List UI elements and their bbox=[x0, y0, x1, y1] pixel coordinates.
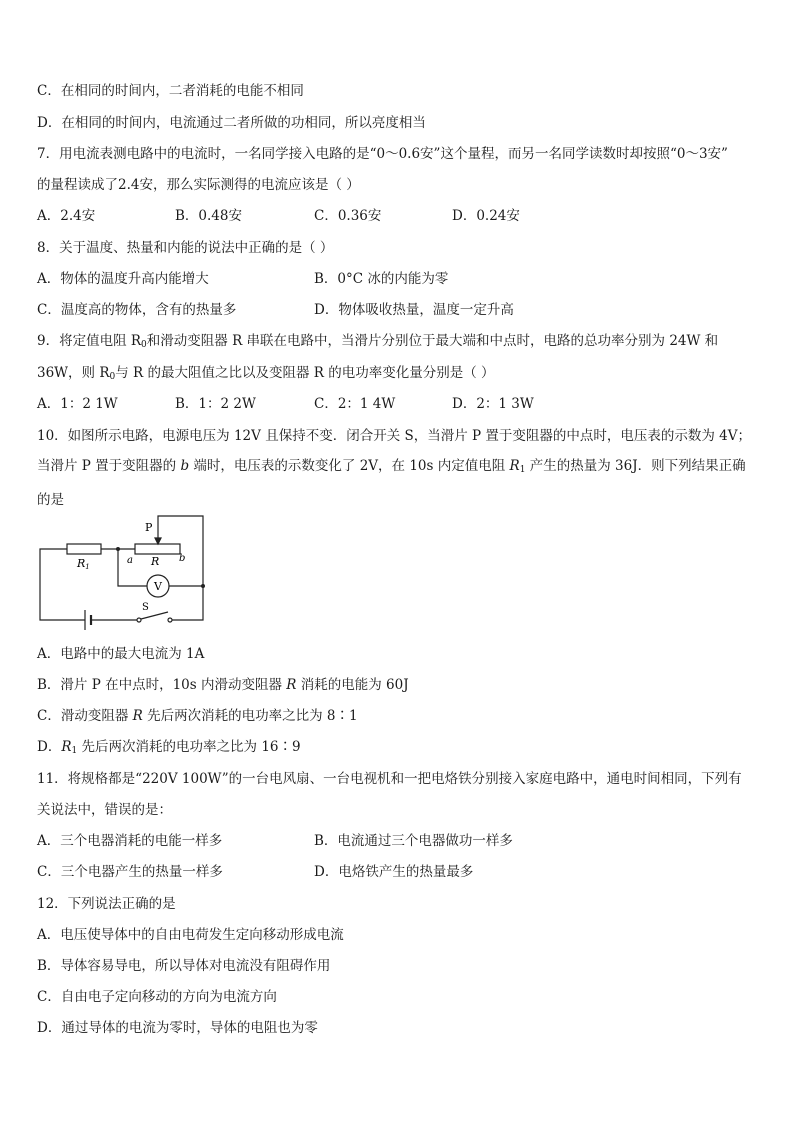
q8-option-b: B．0°C 冰的内能为零 bbox=[314, 271, 449, 287]
circuit-diagram bbox=[37, 512, 212, 637]
switch-right-contact bbox=[168, 618, 172, 622]
q7-option-a: A．2.4安 bbox=[37, 208, 96, 224]
q9-option-c: C．2：1 4W bbox=[314, 396, 396, 412]
q8-option-d: D．物体吸收热量，温度一定升高 bbox=[314, 302, 514, 318]
q10-option-d: D．$R_1$ 先后两次消耗的电功率之比为 16∶9 bbox=[37, 739, 301, 756]
q11-option-c: C．三个电器产生的热量一样多 bbox=[37, 864, 223, 880]
junction-right bbox=[201, 584, 205, 588]
label-v: V bbox=[154, 580, 162, 593]
q9-option-b: B．1：2 2W bbox=[175, 396, 256, 412]
q10-option-c: C．滑动变阻器 R 先后两次消耗的电功率之比为 8∶1 bbox=[37, 708, 358, 724]
q11-option-d: D．电烙铁产生的热量最多 bbox=[314, 864, 474, 880]
q11-stem-line2: 关说法中，错误的是： bbox=[37, 802, 172, 818]
q11-option-b: B．电流通过三个电器做功一样多 bbox=[314, 833, 513, 849]
resistor-r1 bbox=[67, 544, 101, 554]
q7-option-d: D．0.24安 bbox=[452, 208, 520, 224]
q8-option-a: A．物体的温度升高内能增大 bbox=[37, 271, 209, 287]
q7-stem-line2: 的量程读成了2.4安，那么实际测得的电流应该是（ ） bbox=[37, 177, 360, 193]
q12-option-c: C．自由电子定向移动的方向为电流方向 bbox=[37, 989, 277, 1005]
q8-stem: 8．关于温度、热量和内能的说法中正确的是（ ） bbox=[37, 240, 334, 256]
switch-blade bbox=[141, 612, 168, 619]
label-p: P bbox=[145, 521, 153, 534]
label-r: R bbox=[151, 555, 160, 568]
q12-option-d: D．通过导体的电流为零时，导体的电阻也为零 bbox=[37, 1020, 318, 1036]
q9-option-d: D．2：1 3W bbox=[452, 396, 534, 412]
label-a: a bbox=[127, 555, 133, 566]
q12-option-b: B．导体容易导电，所以导体对电流没有阻碍作用 bbox=[37, 958, 331, 974]
q11-stem-line1: 11．将规格都是“220V 100W”的一台电风扇、一台电视机和一把电烙铁分别接入家庭电路中，通电时间相同，下列有 bbox=[37, 771, 742, 787]
q8-option-c: C．温度高的物体，含有的热量多 bbox=[37, 302, 237, 318]
q9-stem-line1: 9．将定值电阻 $R_0$和滑动变阻器 R 串联在电路中，当滑片分别位于最大端和中点时，电路的总功率分别为 24W 和 bbox=[37, 333, 719, 350]
switch-left-contact bbox=[137, 618, 141, 622]
q10-stem: 10．如图所示电路，电源电压为 12V 且保持不变．闭合开关 S，当滑片 P 置于变阻器的中点时，电压表的示数为 4V；当滑片 P 置于变阻器的 b 端时，电压表的示数变化了 2V，在 10s 内定值电阻 $R_1$ 产生的热量为 36J．则下列结果正确的是 bbox=[37, 428, 752, 508]
q6-option-d: D．在相同的时间内，电流通过二者所做的功相同，所以亮度相当 bbox=[37, 115, 426, 131]
q7-stem-line1: 7．用电流表测电路中的电流时，一名同学接入电路的是“0～0.6安”这个量程，而另一名同学读数时却按照“0～3安” bbox=[37, 146, 728, 162]
q10-option-b: B．滑片 P 在中点时，10s 内滑动变阻器 R 消耗的电能为 60J bbox=[37, 677, 409, 693]
q10-option-a: A．电路中的最大电流为 1A bbox=[37, 646, 205, 662]
q11-option-a: A．三个电器消耗的电能一样多 bbox=[37, 833, 223, 849]
q12-option-a: A．电压使导体中的自由电荷发生定向移动形成电流 bbox=[37, 927, 344, 943]
junction-a bbox=[116, 547, 120, 551]
q7-option-b: B．0.48安 bbox=[175, 208, 242, 224]
circuit-wire-bottom-right bbox=[172, 586, 203, 620]
label-b: b bbox=[179, 553, 186, 564]
label-r1: R1 bbox=[77, 557, 90, 571]
q7-option-c: C．0.36安 bbox=[314, 208, 382, 224]
label-s: S bbox=[142, 602, 149, 613]
rheostat-r bbox=[135, 544, 180, 554]
q12-stem: 12．下列说法正确的是 bbox=[37, 896, 176, 912]
slider-arrow bbox=[155, 538, 161, 544]
q6-option-c: C．在相同的时间内，二者消耗的电能不相同 bbox=[37, 83, 304, 99]
q9-stem-line2: 36W，则 $R_0$与 R 的最大阻值之比以及变阻器 R 的电功率变化量分别是（ ） bbox=[37, 365, 495, 382]
q9-option-a: A．1：2 1W bbox=[37, 396, 118, 412]
